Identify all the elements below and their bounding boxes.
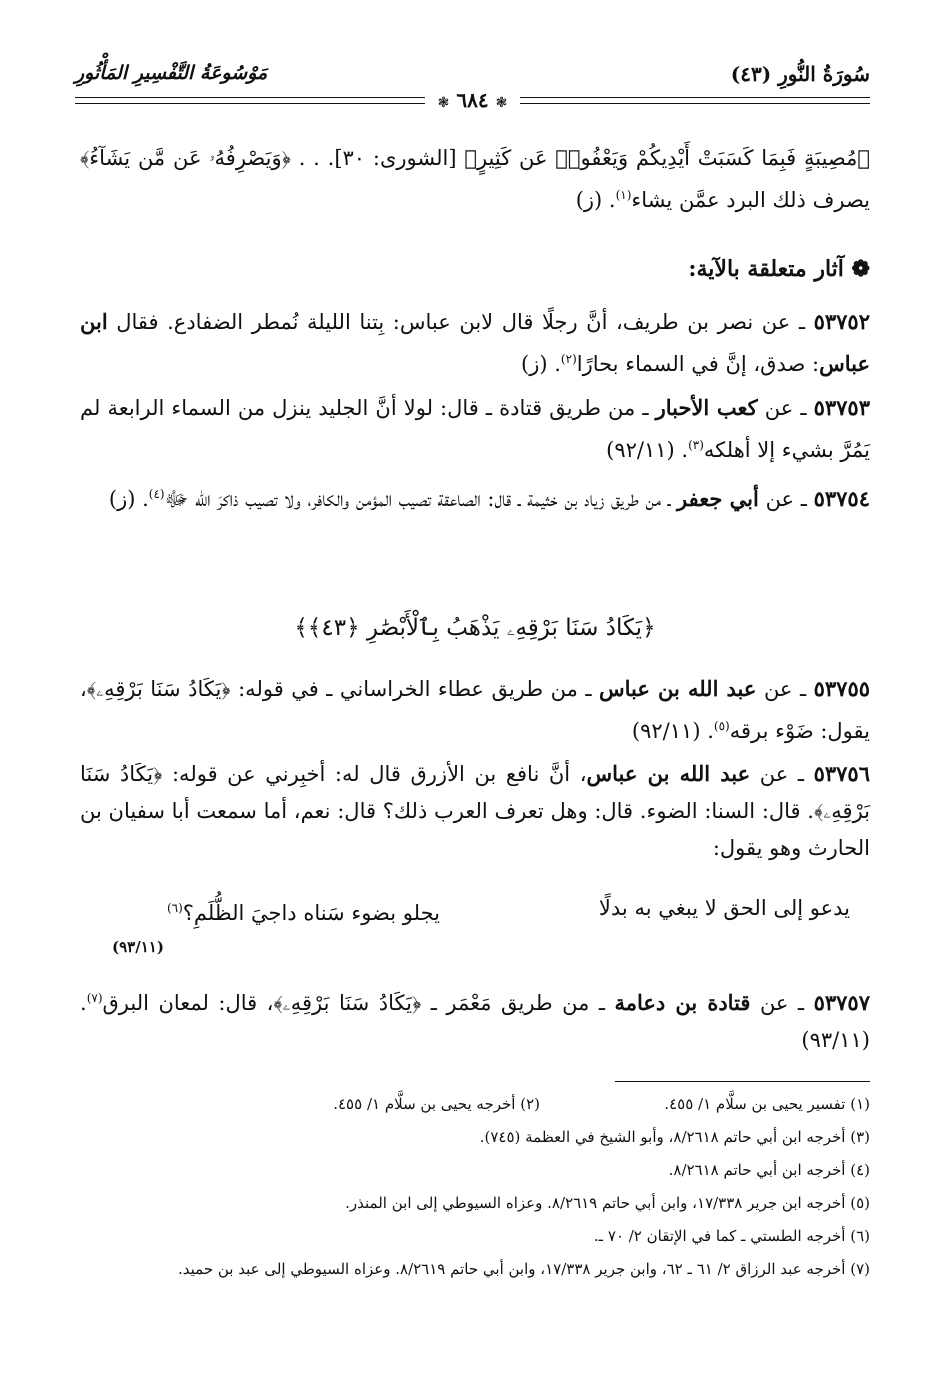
footnote-7: (٧) أخرجه عبد الرزاق ٢/ ٦١ ـ ٦٢، وابن جرير ١٧/٣٣٨، وابن أبي حاتم ٨/٢٦١٩. وعزاه السيوطي إلى عبد بن حميد.	[178, 1260, 870, 1278]
entry-53755	[80, 670, 870, 750]
narrator-name: قتادة بن دعامة	[614, 990, 751, 1015]
intro-text: يصرف ذلك البرد عمَّن يشاء	[631, 188, 870, 212]
entry-text: ـ من طريق زياد بن خثيمة ـ قال: الصاعقة تصيب المؤمن والكافر، ولا تصيب ذاكرَ الله ﷻ	[164, 487, 671, 511]
entry-tail: . (٩٢/١١)	[606, 438, 689, 462]
entry-tail: . (ز)	[521, 352, 561, 376]
entry-text-2: : صدق، إنَّ في السماء بحارًا	[576, 352, 820, 376]
footnote-separator	[615, 1081, 870, 1082]
entry-number: ٥٣٧٥٣	[813, 395, 870, 420]
ornament-icon: ❃	[495, 95, 508, 111]
entry-prefix: ـ عن	[759, 991, 805, 1015]
narrator-name: كعب الأحبار	[655, 395, 758, 420]
entry-number: ٥٣٧٥٢	[813, 309, 870, 334]
entry-text: ، أنَّ نافع بن الأزرق قال له: أخبِرني عن قوله:	[171, 762, 587, 786]
entry-53752	[80, 303, 870, 383]
entry-text-2: ، يقول: ضَوْء برقه	[80, 677, 870, 743]
footnote-marker: (٢)	[560, 352, 577, 366]
footnote-3: (٣) أخرجه ابن أبي حاتم ٨/٢٦١٨، وأبو الشيخ في العظمة (٧٤٥).	[479, 1128, 870, 1146]
verse-heading: ﴿يَكَادُ سَنَا بَرْقِهِۦ يَذْهَبُ بِٱلْأَبْصَٰرِ ﴿٤٣﴾﴾	[294, 615, 656, 641]
poem-hemistich-2: يجلو بضوء سَناه داجيَ الظُّلَمِ؟	[182, 901, 440, 925]
footnote-marker: (١)	[615, 188, 632, 202]
quran-quote: ﴿مُصِيبَةٍ فَبِمَا كَسَبَتْ أَيْدِيكُمْ وَيَعْفُوا۟ عَن كَثِيرٍ﴾	[464, 146, 870, 170]
entry-number: ٥٣٧٥٤	[813, 486, 870, 511]
footnote-marker: (٦)	[166, 901, 183, 915]
poem-verse	[80, 888, 870, 928]
section-heading: ❁ آثار متعلقة بالآية:	[688, 256, 870, 282]
entry-prefix: ـ عن	[763, 677, 807, 701]
footnote-marker: (٣)	[688, 438, 704, 452]
quran-quote: ﴿يَكَادُ سَنَا بَرْقِهِۦ﴾	[273, 991, 422, 1015]
footnote-marker: (٥)	[713, 719, 730, 733]
entry-tail: . (٩٢/١١)	[631, 719, 714, 743]
quran-reference: [الشورى: ٣٠]. . .	[298, 146, 457, 170]
entry-53756	[80, 755, 870, 867]
poem-hemistich-2-wrap	[167, 888, 440, 933]
ornament-icon: ❃	[437, 95, 450, 111]
footnote-2: (٢) أخرجه يحيى بن سلَّام ١/ ٤٥٥.	[333, 1095, 540, 1113]
narrator-name: عبد الله بن عباس	[598, 676, 757, 701]
surah-title: سُورَةُ النُّورِ (٤٣)	[730, 62, 870, 86]
poem-hemistich-1: يدعو إلى الحق لا يبغي به بدلًا	[598, 896, 850, 920]
entry-53757	[80, 980, 870, 1059]
poem-reference: (٩٣/١١)	[112, 938, 164, 956]
quran-quote: ﴿يَكَادُ سَنَا بَرْقِهِۦ﴾	[86, 677, 231, 701]
entry-text: ـ من طريق قتادة ـ قال: لولا أنَّ الجليد ينزل من السماء الرابعة لم يَمُرَّ بشيء إلا أهلكه	[80, 396, 870, 462]
footnote-1: (١) تفسير يحيى بن سلَّام ١/ ٤٥٥.	[664, 1095, 870, 1113]
footnotes	[80, 1088, 870, 1286]
entry-tail: . (ز)	[108, 487, 149, 511]
entry-prefix: ـ عن	[764, 396, 807, 420]
footnote-row	[80, 1088, 870, 1121]
intro-paragraph	[80, 140, 870, 219]
entry-number: ٥٣٧٥٦	[813, 761, 870, 786]
entry-text: ـ عن نصر بن طريف، أنَّ رجلًا قال لابن عباس: بِتنا الليلة نُمطر الضفادع. فقال	[116, 310, 806, 334]
page-number-value: ٦٨٤	[456, 88, 489, 112]
footnote-6: (٦) أخرجه الطستي ـ كما في الإتقان ٢/ ٧٠ ـ.	[593, 1227, 870, 1245]
quran-quote: ﴿يَكَادُ سَنَا بَرْقِهِۦ﴾	[80, 762, 870, 823]
narrator-name: عبد الله بن عباس	[586, 761, 751, 786]
entry-prefix: ـ عن	[765, 487, 807, 511]
entry-number: ٥٣٧٥٥	[813, 676, 871, 701]
entry-tail: . (٩٣/١١)	[80, 991, 870, 1052]
entry-text-2: . قال: السنا: الضوء. قال: وهل تعرف العرب ذلك؟ قال: نعم، أما سمعت أبا سفيان بن الحارث وهو يقول:	[80, 799, 870, 860]
footnote-marker: (٧)	[86, 991, 103, 1005]
narrator-name: ابن عباس	[80, 309, 870, 376]
page-number	[425, 88, 520, 112]
entry-text: ـ من طريق عطاء الخراساني ـ في قوله:	[238, 677, 592, 701]
footnote-marker: (٤)	[148, 487, 165, 501]
entry-text: ـ من طريق مَعْمَر ـ	[430, 991, 605, 1015]
footnote-5: (٥) أخرجه ابن جرير ١٧/٣٣٨، وابن أبي حاتم ٨/٢٦١٩. وعزاه السيوطي إلى ابن المنذر.	[345, 1194, 870, 1212]
entry-53754	[80, 476, 870, 518]
narrator-name: أبي جعفر	[677, 486, 759, 511]
intro-tail: . (ز)	[575, 188, 616, 212]
book-title: مَوْسُوعَةُ التَّفْسِيرِ المَأْثُورِ	[75, 62, 268, 84]
footnote-4: (٤) أخرجه ابن أبي حاتم ٨/٢٦١٨.	[668, 1161, 870, 1179]
entry-prefix: ـ عن	[759, 762, 804, 786]
entry-53753	[80, 389, 870, 469]
quran-quote: ﴿وَيَصْرِفُهُۥ عَن مَّن يَشَآءُ﴾	[80, 146, 291, 170]
entry-text-2: ، قال: لمعان البرق	[102, 991, 274, 1015]
entry-number: ٥٣٧٥٧	[813, 990, 870, 1015]
page-header	[75, 62, 870, 88]
